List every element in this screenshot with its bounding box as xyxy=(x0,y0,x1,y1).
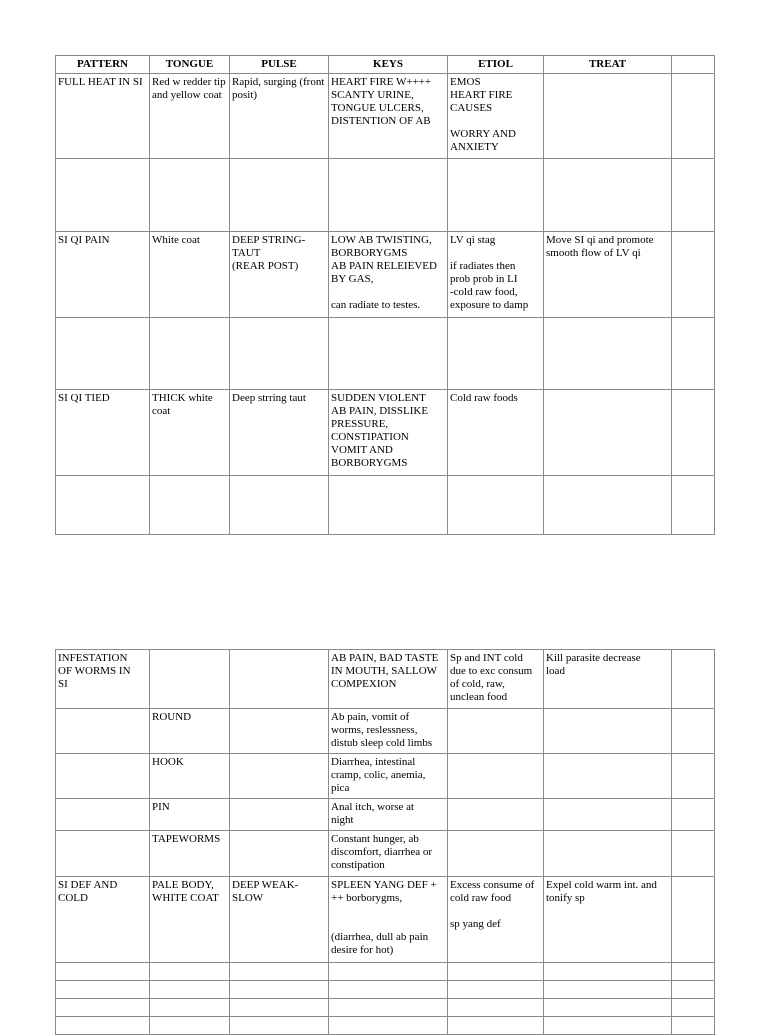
cell-keys: Ab pain, vomit of worms, reslessness, distub sleep cold limbs xyxy=(329,709,448,754)
table-row xyxy=(56,963,715,981)
cell-pattern xyxy=(56,799,150,831)
patterns-table-top xyxy=(55,55,715,535)
table-row xyxy=(56,74,715,159)
cell-pattern: SI DEF AND COLD xyxy=(56,877,150,963)
cell-etiol: LV qi stag if radiates then prob prob in LI -cold raw food, exposure to damp xyxy=(448,232,544,318)
table-row xyxy=(56,999,715,1017)
cell-keys xyxy=(329,1017,448,1035)
cell-etiol xyxy=(448,159,544,232)
cell-tongue: White coat xyxy=(150,232,230,318)
table-row xyxy=(56,1017,715,1035)
table-row xyxy=(56,754,715,799)
header-pattern: PATTERN xyxy=(56,56,150,74)
cell-etiol: Cold raw foods xyxy=(448,390,544,476)
cell-tongue: THICK white coat xyxy=(150,390,230,476)
table-row xyxy=(56,981,715,999)
cell-tongue xyxy=(150,1017,230,1035)
cell-tongue: PIN xyxy=(150,799,230,831)
cell-etiol xyxy=(448,318,544,390)
cell-extra xyxy=(672,318,715,390)
cell-pulse xyxy=(230,1017,329,1035)
cell-pattern xyxy=(56,754,150,799)
cell-keys: SPLEEN YANG DEF + ++ borborygms, (diarrhea, dull ab pain desire for hot) xyxy=(329,877,448,963)
table-row xyxy=(56,232,715,318)
cell-keys: AB PAIN, BAD TASTE IN MOUTH, SALLOW COMPEXION xyxy=(329,650,448,709)
table-row xyxy=(56,877,715,963)
cell-treat xyxy=(544,390,672,476)
cell-tongue: HOOK xyxy=(150,754,230,799)
cell-tongue xyxy=(150,981,230,999)
cell-keys xyxy=(329,999,448,1017)
cell-pulse xyxy=(230,963,329,981)
cell-extra xyxy=(672,963,715,981)
cell-keys xyxy=(329,318,448,390)
cell-keys: LOW AB TWISTING, BORBORYGMS AB PAIN RELEIEVED BY GAS, can radiate to testes. xyxy=(329,232,448,318)
cell-treat: Move SI qi and promote smooth flow of LV qi xyxy=(544,232,672,318)
cell-treat xyxy=(544,476,672,535)
cell-pattern xyxy=(56,709,150,754)
patterns-table-bottom xyxy=(55,649,715,1035)
cell-pulse xyxy=(230,650,329,709)
cell-treat xyxy=(544,1017,672,1035)
cell-pulse xyxy=(230,709,329,754)
cell-etiol xyxy=(448,799,544,831)
cell-tongue xyxy=(150,999,230,1017)
cell-pulse: DEEP WEAK- SLOW xyxy=(230,877,329,963)
cell-etiol xyxy=(448,999,544,1017)
cell-pulse: DEEP STRING- TAUT (REAR POST) xyxy=(230,232,329,318)
cell-keys: HEART FIRE W++++ SCANTY URINE, TONGUE ULCERS, DISTENTION OF AB xyxy=(329,74,448,159)
cell-etiol xyxy=(448,476,544,535)
header-etiol: ETIOL xyxy=(448,56,544,74)
table-row xyxy=(56,318,715,390)
cell-keys: Diarrhea, intestinal cramp, colic, anemia, pica xyxy=(329,754,448,799)
cell-treat xyxy=(544,831,672,877)
cell-pulse xyxy=(230,159,329,232)
cell-treat xyxy=(544,754,672,799)
cell-keys xyxy=(329,963,448,981)
cell-extra xyxy=(672,390,715,476)
cell-pulse xyxy=(230,476,329,535)
cell-treat xyxy=(544,709,672,754)
cell-tongue: ROUND xyxy=(150,709,230,754)
cell-extra xyxy=(672,232,715,318)
cell-keys xyxy=(329,981,448,999)
cell-pulse xyxy=(230,754,329,799)
cell-etiol xyxy=(448,1017,544,1035)
cell-pulse: Rapid, surging (front posit) xyxy=(230,74,329,159)
table-row xyxy=(56,799,715,831)
table-row xyxy=(56,709,715,754)
cell-pulse xyxy=(230,999,329,1017)
cell-pattern xyxy=(56,999,150,1017)
cell-extra xyxy=(672,1017,715,1035)
cell-treat xyxy=(544,159,672,232)
cell-pulse xyxy=(230,799,329,831)
cell-extra xyxy=(672,650,715,709)
cell-pattern: FULL HEAT IN SI xyxy=(56,74,150,159)
cell-keys xyxy=(329,159,448,232)
cell-tongue: TAPEWORMS xyxy=(150,831,230,877)
cell-pattern: SI QI TIED xyxy=(56,390,150,476)
cell-keys: Anal itch, worse at night xyxy=(329,799,448,831)
cell-treat xyxy=(544,981,672,999)
cell-treat: Expel cold warm int. and tonify sp xyxy=(544,877,672,963)
cell-pulse: Deep strring taut xyxy=(230,390,329,476)
cell-etiol xyxy=(448,709,544,754)
cell-treat xyxy=(544,999,672,1017)
cell-tongue: Red w redder tip and yellow coat xyxy=(150,74,230,159)
header-pulse: PULSE xyxy=(230,56,329,74)
cell-extra xyxy=(672,709,715,754)
cell-keys xyxy=(329,476,448,535)
cell-extra xyxy=(672,799,715,831)
cell-tongue: PALE BODY, WHITE COAT xyxy=(150,877,230,963)
cell-extra xyxy=(672,74,715,159)
cell-tongue xyxy=(150,318,230,390)
cell-treat xyxy=(544,799,672,831)
cell-treat: Kill parasite decrease load xyxy=(544,650,672,709)
cell-keys: SUDDEN VIOLENT AB PAIN, DISSLIKE PRESSURE, CONSTIPATION VOMIT AND BORBORYGMS xyxy=(329,390,448,476)
cell-pattern xyxy=(56,476,150,535)
cell-tongue xyxy=(150,476,230,535)
cell-pattern xyxy=(56,963,150,981)
cell-etiol xyxy=(448,981,544,999)
cell-etiol xyxy=(448,831,544,877)
cell-pattern xyxy=(56,1017,150,1035)
cell-etiol: Excess consume of cold raw food sp yang def xyxy=(448,877,544,963)
header-tongue: TONGUE xyxy=(150,56,230,74)
cell-pattern xyxy=(56,318,150,390)
cell-tongue xyxy=(150,963,230,981)
cell-etiol: Sp and INT cold due to exc consum of cold, raw, unclean food xyxy=(448,650,544,709)
header-keys: KEYS xyxy=(329,56,448,74)
table-row xyxy=(56,650,715,709)
table-row xyxy=(56,476,715,535)
table-row xyxy=(56,831,715,877)
cell-pattern xyxy=(56,981,150,999)
cell-etiol: EMOS HEART FIRE CAUSES WORRY AND ANXIETY xyxy=(448,74,544,159)
cell-treat xyxy=(544,74,672,159)
table-row xyxy=(56,159,715,232)
cell-extra xyxy=(672,831,715,877)
header-extra xyxy=(672,56,715,74)
cell-treat xyxy=(544,318,672,390)
cell-pattern: SI QI PAIN xyxy=(56,232,150,318)
cell-extra xyxy=(672,877,715,963)
cell-pattern xyxy=(56,159,150,232)
table-header-row xyxy=(56,56,715,74)
cell-extra xyxy=(672,999,715,1017)
cell-extra xyxy=(672,754,715,799)
cell-pulse xyxy=(230,981,329,999)
cell-extra xyxy=(672,159,715,232)
cell-tongue xyxy=(150,650,230,709)
cell-pulse xyxy=(230,318,329,390)
cell-keys: Constant hunger, ab discomfort, diarrhea or constipation xyxy=(329,831,448,877)
cell-tongue xyxy=(150,159,230,232)
cell-treat xyxy=(544,963,672,981)
header-treat: TREAT xyxy=(544,56,672,74)
cell-pattern xyxy=(56,831,150,877)
cell-pulse xyxy=(230,831,329,877)
cell-extra xyxy=(672,981,715,999)
cell-etiol xyxy=(448,963,544,981)
cell-pattern: INFESTATION OF WORMS IN SI xyxy=(56,650,150,709)
cell-extra xyxy=(672,476,715,535)
table-row xyxy=(56,390,715,476)
cell-etiol xyxy=(448,754,544,799)
